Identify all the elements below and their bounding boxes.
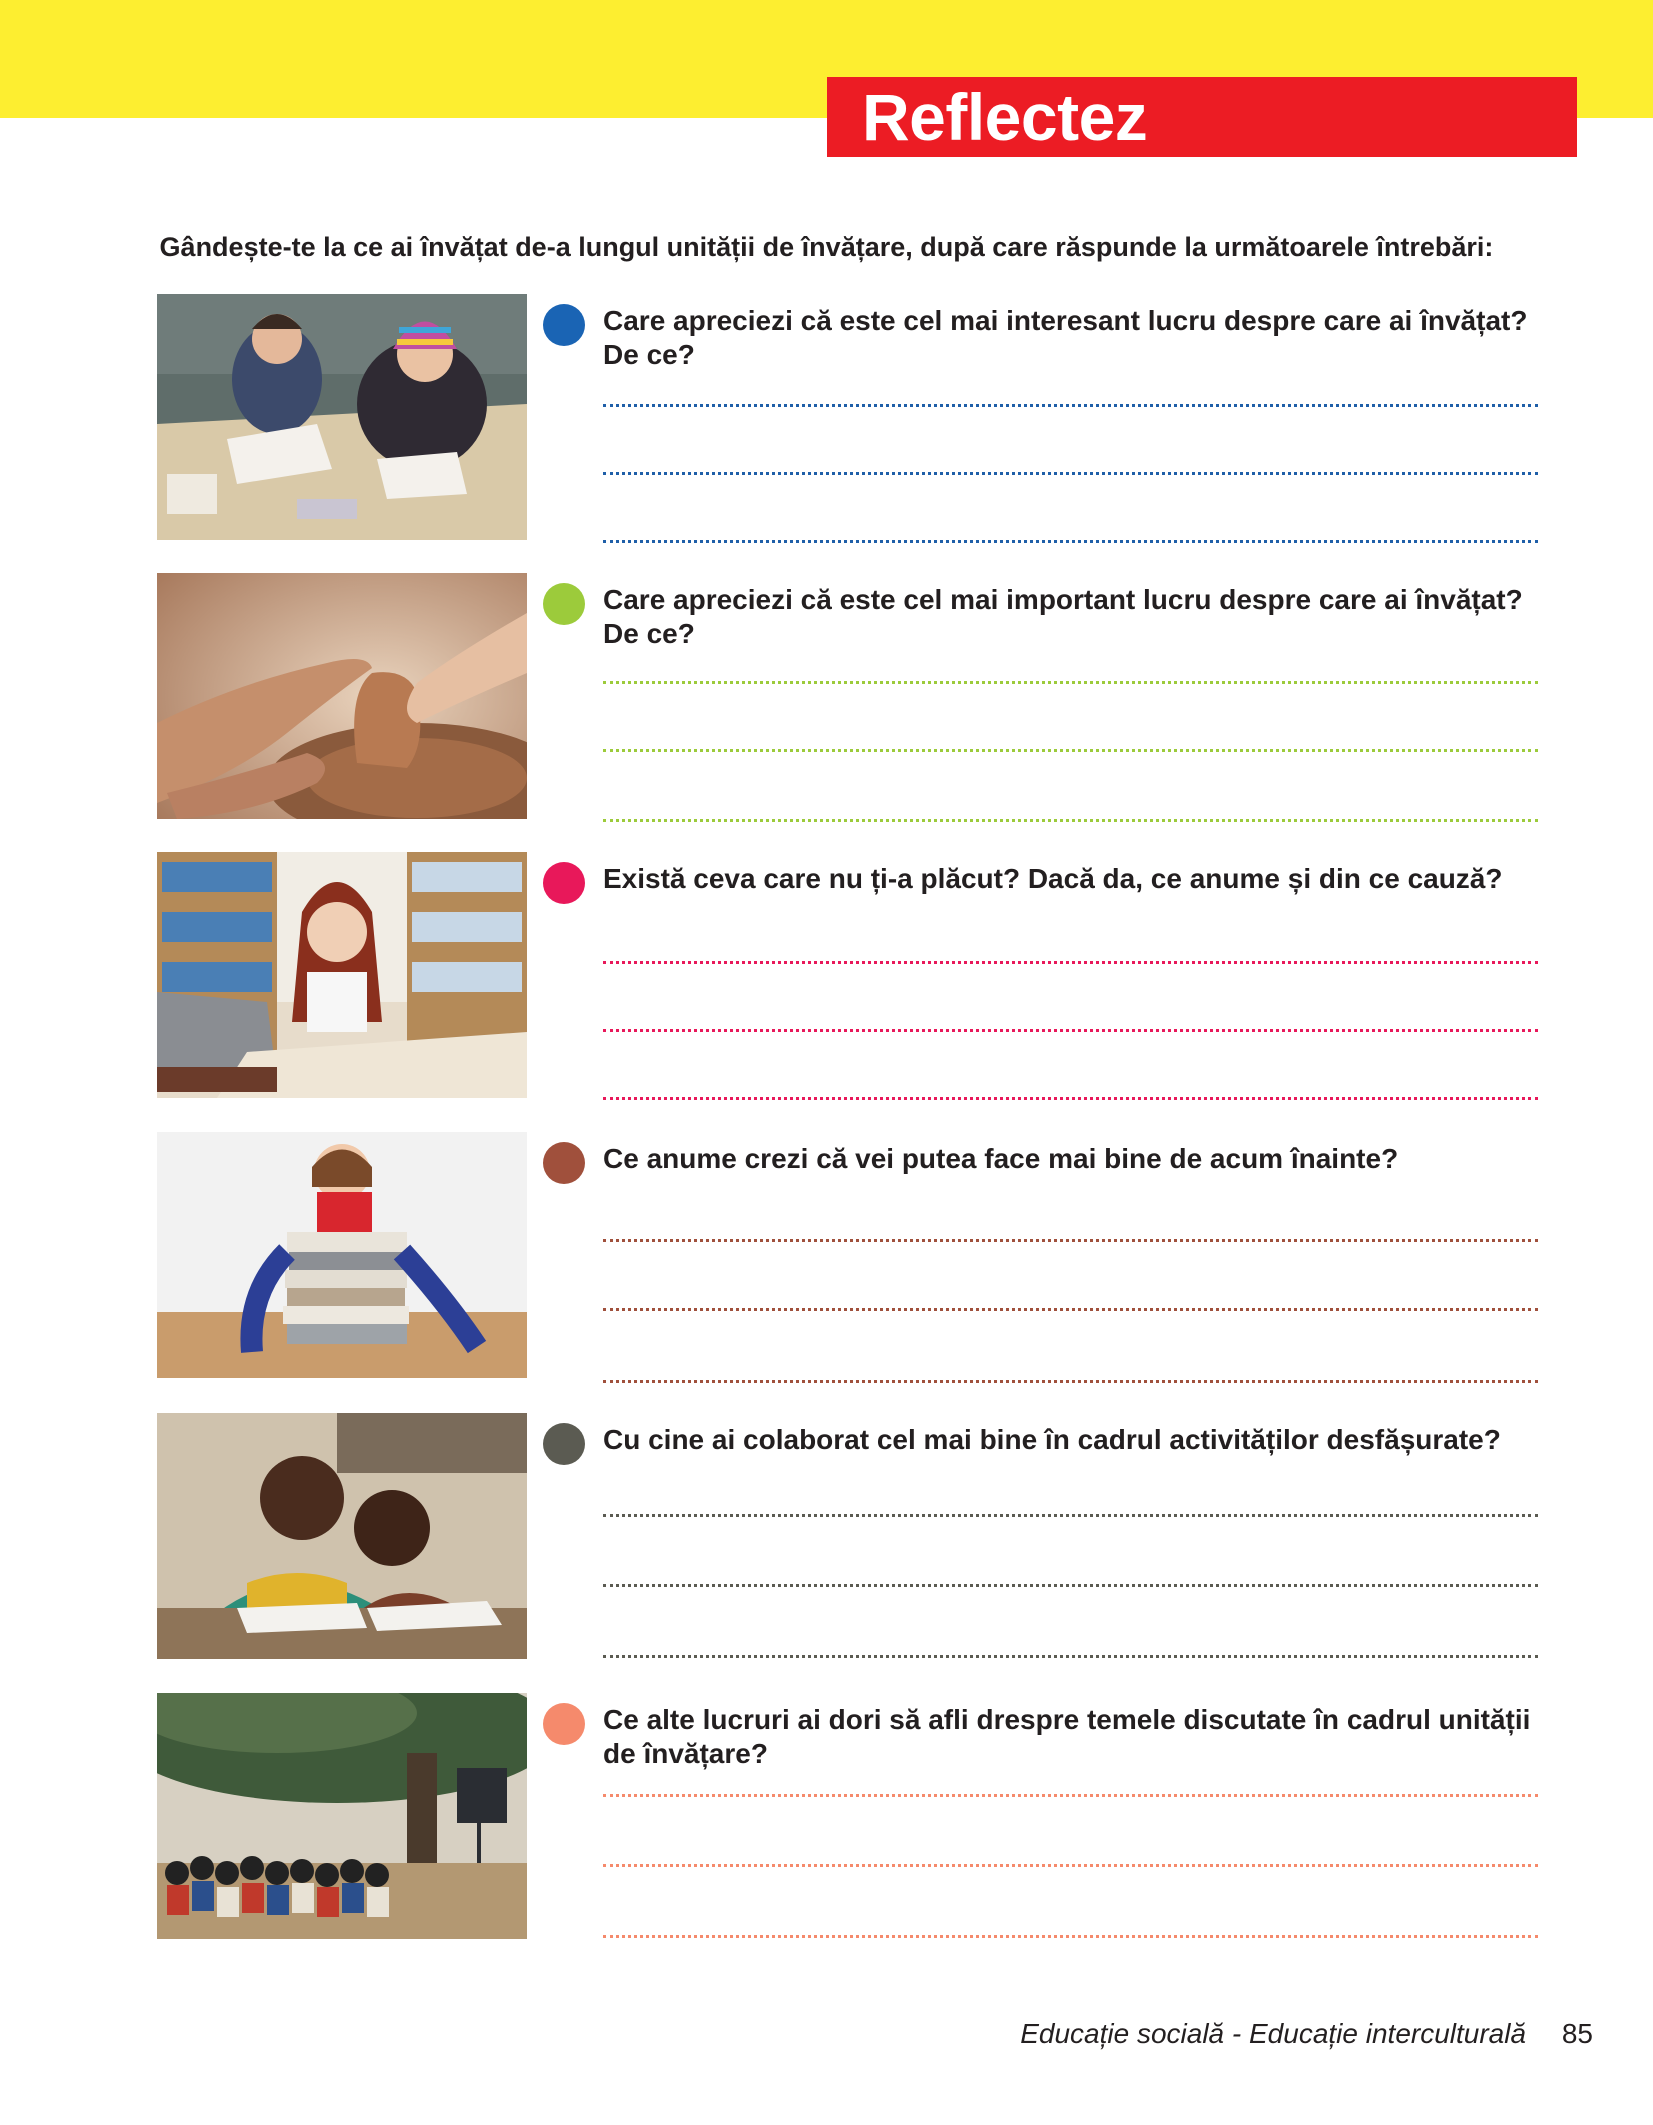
course-name: Educație socială - Educație interculturală	[1020, 2018, 1527, 2049]
answer-line[interactable]	[603, 749, 1538, 752]
answer-line[interactable]	[603, 1935, 1538, 1938]
children-drawing-photo	[157, 294, 527, 540]
question-bullet	[543, 304, 585, 346]
answer-line[interactable]	[603, 1655, 1538, 1658]
answer-line[interactable]	[603, 681, 1538, 684]
page-number: 85	[1561, 2018, 1593, 2049]
answer-line[interactable]	[603, 1380, 1538, 1383]
two-girls-smiling-photo	[157, 1413, 527, 1659]
question-row-6	[0, 1693, 1653, 1943]
question-row-1	[0, 294, 1653, 544]
question-bullet	[543, 583, 585, 625]
page-footer	[1020, 2018, 1593, 2050]
library-student-photo	[157, 852, 527, 1098]
question-row-4	[0, 1132, 1653, 1382]
question-text: Ce anume crezi că vei putea face mai bine de acum înainte?	[603, 1143, 1399, 1174]
outdoor-class-photo	[157, 1693, 527, 1939]
question-bullet	[543, 1703, 585, 1745]
answer-line[interactable]	[603, 1794, 1538, 1797]
answer-line[interactable]	[603, 1514, 1538, 1517]
question-bullet	[543, 1423, 585, 1465]
question-text: Care apreciezi că este cel mai interesant lucru despre care ai învățat? De ce?	[603, 305, 1528, 370]
answer-line[interactable]	[603, 404, 1538, 407]
girl-with-books-photo	[157, 1132, 527, 1378]
intro-text: Gândește-te la ce ai învățat de-a lungul unității de învățare, după care răspunde la următoarele întrebări:	[159, 232, 1494, 262]
question-text: Cu cine ai colaborat cel mai bine în cadrul activităților desfășurate?	[603, 1424, 1501, 1455]
answer-line[interactable]	[603, 961, 1538, 964]
question-row-5	[0, 1413, 1653, 1663]
question-text: Există ceva care nu ți-a plăcut? Dacă da, ce anume și din ce cauză?	[603, 863, 1503, 894]
answer-line[interactable]	[603, 1097, 1538, 1100]
answer-line[interactable]	[603, 1864, 1538, 1867]
answer-line[interactable]	[603, 1308, 1538, 1311]
answer-line[interactable]	[603, 1239, 1538, 1242]
answer-line[interactable]	[603, 1029, 1538, 1032]
section-title-box	[827, 77, 1577, 157]
answer-line[interactable]	[603, 472, 1538, 475]
question-row-3	[0, 852, 1653, 1102]
answer-line[interactable]	[603, 819, 1538, 822]
question-text: Care apreciezi că este cel mai important lucru despre care ai învățat? De ce?	[603, 584, 1523, 649]
question-bullet	[543, 862, 585, 904]
question-bullet	[543, 1142, 585, 1184]
pottery-hands-photo	[157, 573, 527, 819]
question-row-2	[0, 573, 1653, 823]
answer-line[interactable]	[603, 540, 1538, 543]
question-text: Ce alte lucruri ai dori să afli drespre temele discutate în cadrul unității de învățare?	[603, 1704, 1531, 1769]
page-title: Reflectez	[862, 80, 1148, 154]
answer-line[interactable]	[603, 1584, 1538, 1587]
